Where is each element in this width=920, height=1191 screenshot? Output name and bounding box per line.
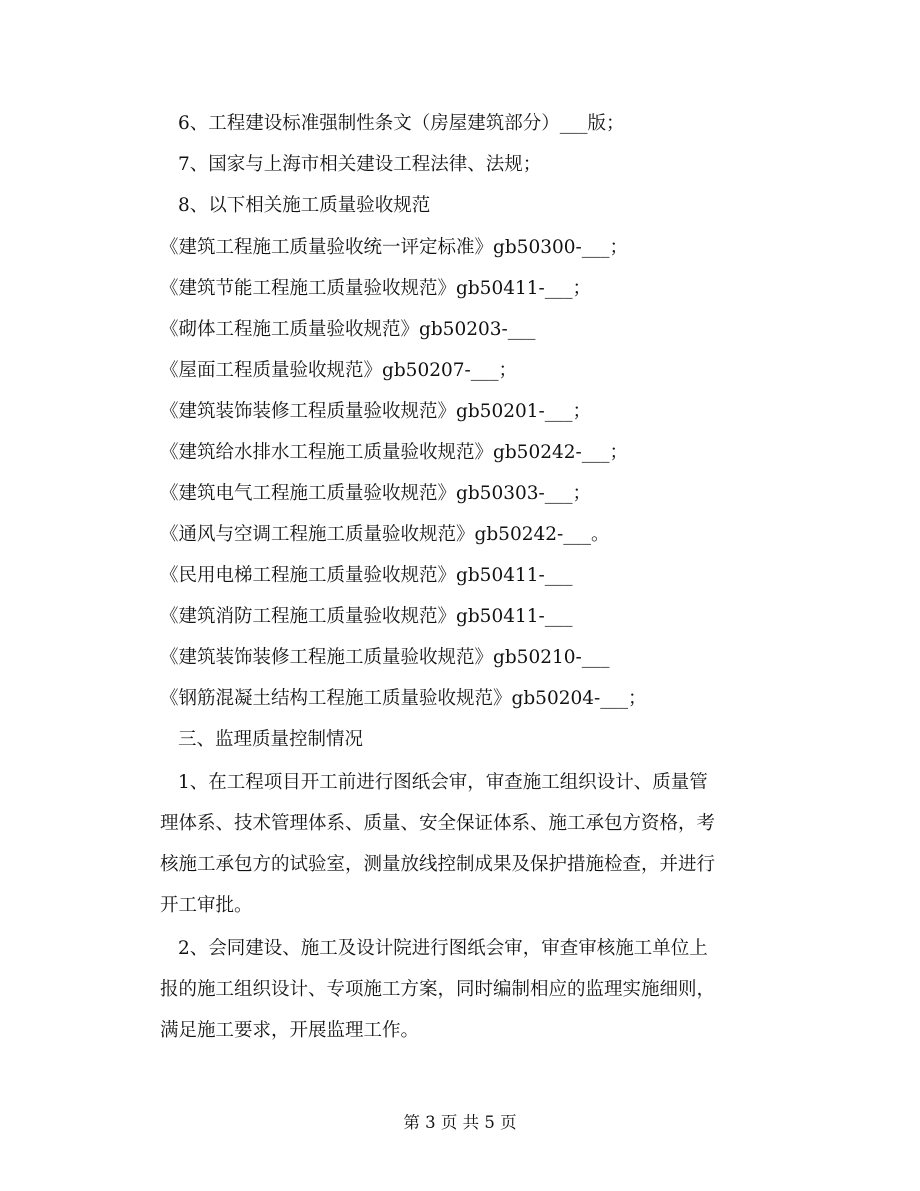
standard-item: 《建筑电气工程施工质量验收规范》gb50303-___；	[160, 483, 592, 504]
section-heading: 三、监理质量控制情况	[178, 729, 364, 750]
standard-item: 《屋面工程质量验收规范》gb50207-___；	[160, 360, 518, 381]
standard-item: 《建筑消防工程施工质量验收规范》gb50411-___	[160, 606, 573, 627]
standard-item: 《钢筋混凝土结构工程施工质量验收规范》gb50204-___；	[160, 688, 647, 709]
paragraph-1-line: 核施工承包方的试验室，测量放线控制成果及保护措施检查，并进行	[160, 854, 716, 875]
standard-item: 《建筑给水排水工程施工质量验收规范》gb50242-___；	[160, 442, 629, 463]
paragraph-2-line: 报的施工组织设计、专项施工方案，同时编制相应的监理实施细则，	[160, 979, 716, 1000]
standard-item: 《建筑装饰装修工程质量验收规范》gb50201-___；	[160, 401, 592, 422]
standard-item: 《砌体工程施工质量验收规范》gb50203-___	[160, 319, 536, 340]
basis-item-8: 8、以下相关施工质量验收规范	[178, 195, 431, 216]
standard-item: 《通风与空调工程施工质量验收规范》gb50242-___。	[160, 524, 610, 545]
standard-item: 《建筑装饰装修工程施工质量验收规范》gb50210-___	[160, 647, 610, 668]
paragraph-1-line: 1、在工程项目开工前进行图纸会审，审查施工组织设计、质量管	[178, 772, 708, 793]
paragraph-2-line: 2、会同建设、施工及设计院进行图纸会审，审查审核施工单位上	[178, 938, 708, 959]
basis-item-6: 6、工程建设标准强制性条文（房屋建筑部分）___版；	[178, 113, 625, 134]
standard-item: 《民用电梯工程施工质量验收规范》gb50411-___	[160, 565, 573, 586]
standard-item: 《建筑节能工程施工质量验收规范》gb50411-___；	[160, 278, 592, 299]
standard-item: 《建筑工程施工质量验收统一评定标准》gb50300-___；	[160, 237, 629, 258]
paragraph-1-line: 开工审批。	[160, 895, 253, 916]
paragraph-2-line: 满足施工要求，开展监理工作。	[160, 1020, 420, 1041]
basis-item-7: 7、国家与上海市相关建设工程法律、法规；	[178, 154, 542, 175]
page-footer: 第 3 页 共 5 页	[403, 1113, 517, 1132]
paragraph-1-line: 理体系、技术管理体系、质量、安全保证体系、施工承包方资格，考	[160, 813, 716, 834]
